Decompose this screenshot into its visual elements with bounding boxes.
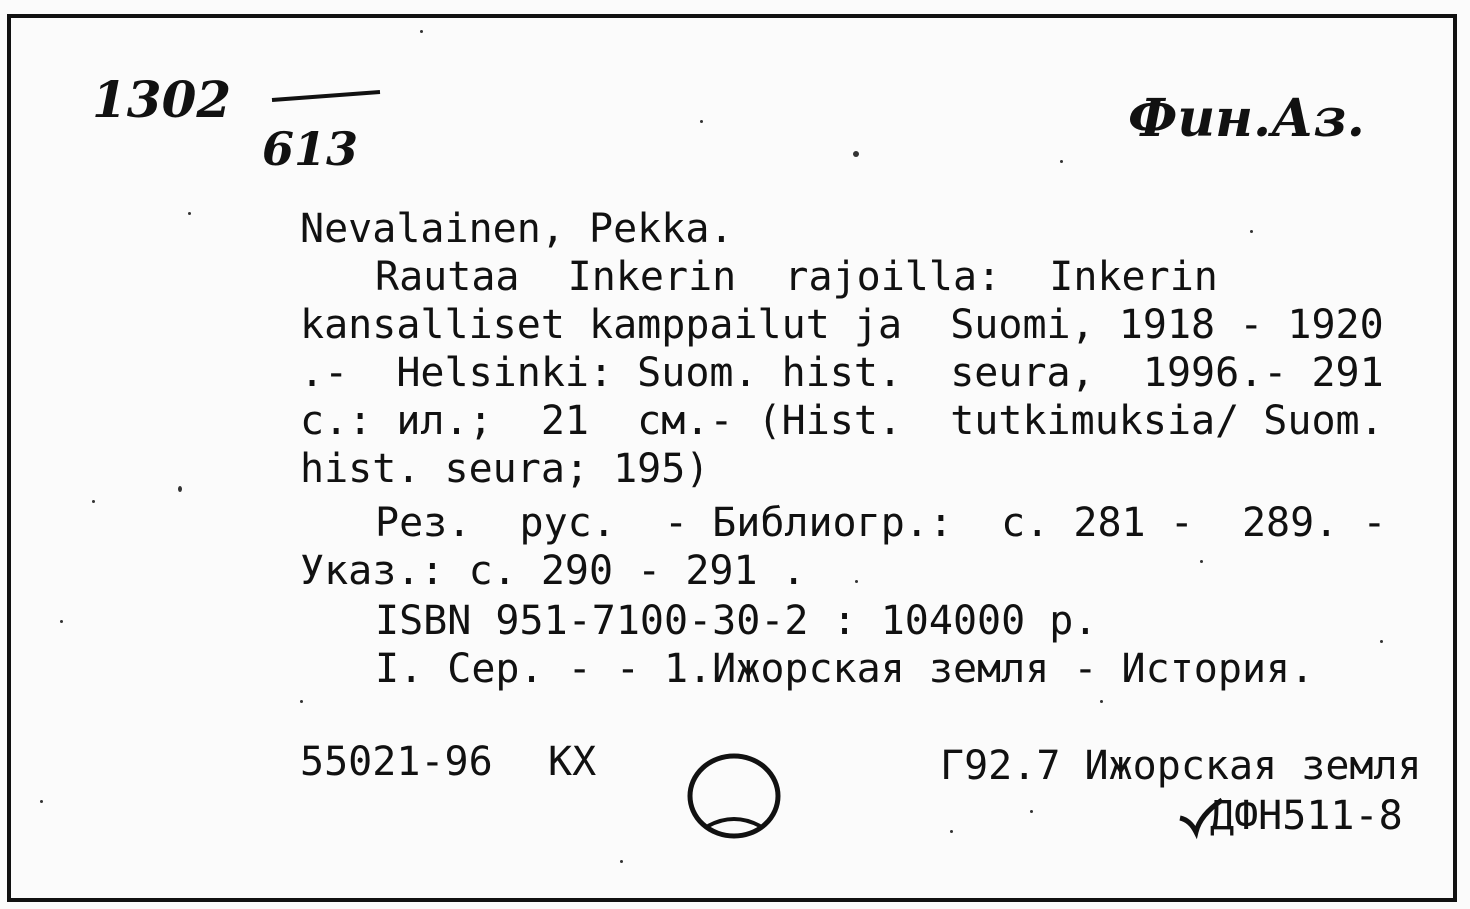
- call-number-top: 1302: [92, 70, 232, 129]
- speck: [1200, 560, 1203, 563]
- title-line-2: kansalliset kamppailut ja Suomi, 1918 - 1920: [300, 302, 1384, 348]
- classification: Г92.7 Ижорская земля: [940, 743, 1422, 789]
- title-line-4: с.: ил.; 21 см.- (Hist. tutkimuksia/ Suom.: [300, 398, 1384, 444]
- speck: [188, 212, 191, 215]
- speck: [853, 151, 859, 157]
- speck: [1060, 160, 1063, 163]
- speck: [92, 500, 95, 503]
- card-number: 55021-96: [300, 739, 493, 785]
- author-line: Nevalainen, Pekka.: [300, 206, 734, 252]
- card-code: КХ: [548, 739, 597, 785]
- tracings-line: I. Сер. - - 1.Ижорская земля - История.: [375, 646, 1315, 692]
- speck: [620, 860, 623, 863]
- shelf-mark: ДФН511-8: [1210, 793, 1403, 839]
- speck: [1380, 640, 1383, 643]
- notes-line-1: Рез. рус. - Библиогр.: с. 281 - 289. -: [375, 500, 1387, 546]
- isbn-line: ISBN 951-7100-30-2 : 104000 р.: [375, 598, 1098, 644]
- speck: [178, 486, 182, 492]
- speck: [1030, 810, 1033, 813]
- title-line-3: .- Helsinki: Suom. hist. seura, 1996.- 291: [300, 350, 1384, 396]
- speck: [700, 120, 703, 123]
- speck: [855, 580, 858, 583]
- speck: [1100, 700, 1103, 703]
- title-line-5: hist. seura; 195): [300, 446, 710, 492]
- speck: [420, 30, 423, 33]
- title-line-1: Rautaa Inkerin rajoilla: Inkerin: [375, 254, 1218, 300]
- speck: [300, 700, 303, 703]
- speck: [40, 800, 43, 803]
- speck: [950, 830, 953, 833]
- notes-line-2: Указ.: с. 290 - 291 .: [300, 548, 806, 594]
- speck: [60, 620, 63, 623]
- speck: [1250, 230, 1253, 233]
- collection-mark: Фин.Аз.: [1128, 88, 1365, 149]
- call-number-bottom: 613: [262, 122, 359, 176]
